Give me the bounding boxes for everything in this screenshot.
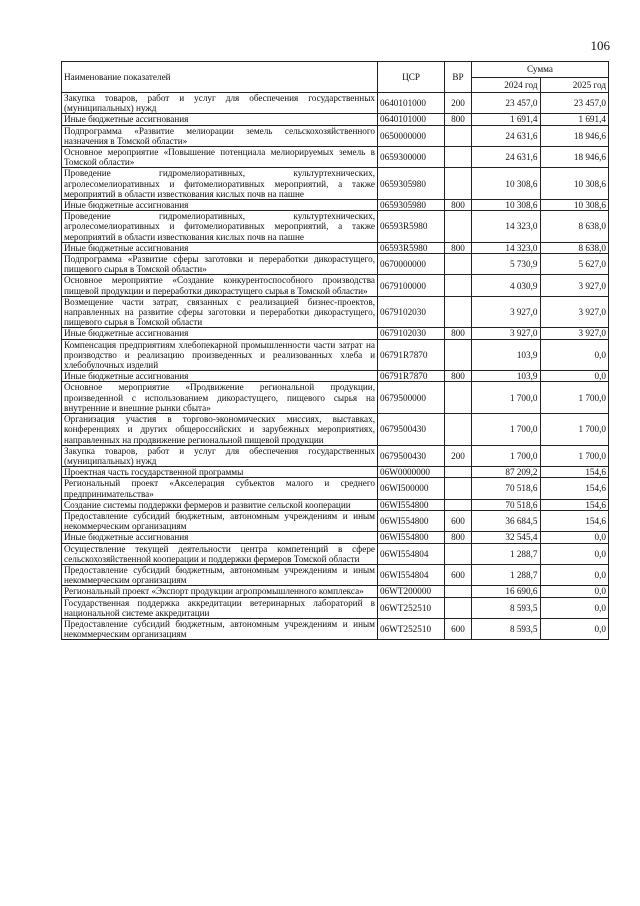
row-amount-2024-cell: 87 209,2 — [472, 467, 541, 478]
row-code-cell: 0659305980 — [378, 200, 445, 211]
header-code: ЦСР — [378, 62, 445, 93]
row-code-cell: 06WT252510 — [378, 618, 445, 639]
row-amount-2025-cell: 154,6 — [540, 499, 609, 510]
row-vr-cell — [445, 147, 472, 168]
row-vr-cell — [445, 339, 472, 371]
header-vr: ВР — [445, 62, 472, 93]
row-code-cell: 06W0000000 — [378, 467, 445, 478]
row-code-cell: 06593R5980 — [378, 211, 445, 243]
table-row — [62, 510, 609, 531]
table-row — [62, 254, 609, 275]
row-code-cell: 06WI554804 — [378, 564, 445, 585]
row-name-cell: Иные бюджетные ассигнования — [62, 114, 378, 125]
row-amount-2024-cell: 1 288,7 — [472, 564, 541, 585]
row-name-cell: Организация участия в торгово-экономических миссиях, выставках, конференциях и других общероссийских и зарубежных мероприятиях, направленных на продвижение региональной пищевой продукции — [62, 414, 378, 446]
row-amount-2024-cell: 14 323,0 — [472, 242, 541, 253]
row-vr-cell — [445, 168, 472, 200]
row-amount-2024-cell: 23 457,0 — [472, 93, 541, 114]
row-code-cell: 0679100000 — [378, 275, 445, 296]
row-name-cell: Проведение гидромелиоративных, культуртехнических, агролесомелиоративных и фитомелиоративных мероприятий, а также мероприятий в области известкования кислых почв на пашне — [62, 168, 378, 200]
row-code-cell: 06791R7870 — [378, 371, 445, 382]
row-vr-cell — [445, 211, 472, 243]
table-row — [62, 200, 609, 211]
row-amount-2025-cell: 0,0 — [540, 564, 609, 585]
row-amount-2024-cell: 1 700,0 — [472, 382, 541, 414]
row-vr-cell — [445, 414, 472, 446]
row-amount-2025-cell: 0,0 — [540, 532, 609, 543]
row-amount-2024-cell: 10 308,6 — [472, 168, 541, 200]
row-amount-2024-cell: 4 030,9 — [472, 275, 541, 296]
row-amount-2025-cell: 0,0 — [540, 371, 609, 382]
row-amount-2024-cell: 1 700,0 — [472, 414, 541, 446]
row-amount-2025-cell: 154,6 — [540, 510, 609, 531]
row-code-cell: 06WI500000 — [378, 478, 445, 499]
row-amount-2025-cell: 0,0 — [540, 618, 609, 639]
row-name-cell: Компенсация предприятиям хлебопекарной промышленности части затрат на производство и реализацию произведенных и реализованных хлеба и хлебобулочных изделий — [62, 339, 378, 371]
table-row — [62, 328, 609, 339]
row-amount-2024-cell: 1 288,7 — [472, 543, 541, 564]
row-vr-cell: 600 — [445, 510, 472, 531]
row-amount-2024-cell: 8 593,5 — [472, 597, 541, 618]
row-name-cell: Возмещение части затрат, связанных с реализацией бизнес-проектов, направленных на развитие сферы заготовки и переработки дикорастущего, пищевого сырья в Томской области — [62, 296, 378, 328]
row-vr-cell — [445, 254, 472, 275]
row-name-cell: Основное мероприятие «Повышение потенциала мелиорируемых земель в Томской области» — [62, 147, 378, 168]
row-vr-cell — [445, 597, 472, 618]
table-row — [62, 147, 609, 168]
row-amount-2025-cell: 3 927,0 — [540, 275, 609, 296]
row-vr-cell — [445, 586, 472, 597]
row-code-cell: 06WI554800 — [378, 499, 445, 510]
row-amount-2025-cell: 0,0 — [540, 597, 609, 618]
row-name-cell: Подпрограмма «Развитие мелиорации земель сельскохозяйственного назначения в Томской области» — [62, 125, 378, 146]
row-amount-2025-cell: 3 927,0 — [540, 328, 609, 339]
table-row — [62, 168, 609, 200]
row-name-cell: Иные бюджетные ассигнования — [62, 328, 378, 339]
row-vr-cell — [445, 382, 472, 414]
row-name-cell: Иные бюджетные ассигнования — [62, 200, 378, 211]
row-name-cell: Иные бюджетные ассигнования — [62, 242, 378, 253]
row-amount-2024-cell: 70 518,6 — [472, 478, 541, 499]
row-code-cell: 0679102030 — [378, 296, 445, 328]
table-row — [62, 478, 609, 499]
row-code-cell: 0659300000 — [378, 147, 445, 168]
row-amount-2024-cell: 3 927,0 — [472, 328, 541, 339]
row-amount-2025-cell: 0,0 — [540, 543, 609, 564]
row-amount-2024-cell: 24 631,6 — [472, 125, 541, 146]
row-name-cell: Региональный проект «Экспорт продукции агропромышленного комплекса» — [62, 586, 378, 597]
row-amount-2025-cell: 8 638,0 — [540, 211, 609, 243]
header-year-2025: 2025 год — [540, 77, 609, 93]
row-name-cell: Создание системы поддержки фермеров и развитие сельской кооперации — [62, 499, 378, 510]
table-row — [62, 371, 609, 382]
table-row — [62, 275, 609, 296]
row-amount-2024-cell: 3 927,0 — [472, 296, 541, 328]
row-code-cell: 06WT252510 — [378, 597, 445, 618]
row-vr-cell: 800 — [445, 328, 472, 339]
row-amount-2025-cell: 10 308,6 — [540, 200, 609, 211]
row-vr-cell — [445, 275, 472, 296]
row-code-cell: 06WI554800 — [378, 532, 445, 543]
table-row — [62, 618, 609, 639]
row-amount-2025-cell: 0,0 — [540, 339, 609, 371]
row-amount-2024-cell: 1 691,4 — [472, 114, 541, 125]
table-row — [62, 499, 609, 510]
table-row — [62, 114, 609, 125]
table-row — [62, 414, 609, 446]
row-amount-2025-cell: 18 946,6 — [540, 147, 609, 168]
row-vr-cell — [445, 543, 472, 564]
row-amount-2024-cell: 32 545,4 — [472, 532, 541, 543]
row-code-cell: 0640101000 — [378, 93, 445, 114]
row-amount-2025-cell: 1 700,0 — [540, 382, 609, 414]
row-amount-2025-cell: 8 638,0 — [540, 242, 609, 253]
row-amount-2025-cell: 23 457,0 — [540, 93, 609, 114]
table-row — [62, 467, 609, 478]
table-row — [62, 125, 609, 146]
row-amount-2024-cell: 14 323,0 — [472, 211, 541, 243]
row-code-cell: 06WI554804 — [378, 543, 445, 564]
row-amount-2024-cell: 70 518,6 — [472, 499, 541, 510]
table-row — [62, 242, 609, 253]
row-name-cell: Основное мероприятие «Создание конкурентоспособного производства пищевой продукции и переработки дикорастущего сырья в Томской области» — [62, 275, 378, 296]
row-name-cell: Основное мероприятие «Продвижение региональной продукции, произведенной с использованием дикорастущего, пищевого сырья на внутренние и внешние рынки сбыта» — [62, 382, 378, 414]
row-amount-2025-cell: 10 308,6 — [540, 168, 609, 200]
row-name-cell: Предоставление субсидий бюджетным, автономным учреждениям и иным некоммерческим организациям — [62, 510, 378, 531]
row-name-cell: Иные бюджетные ассигнования — [62, 371, 378, 382]
row-vr-cell — [445, 296, 472, 328]
row-vr-cell: 600 — [445, 564, 472, 585]
row-code-cell: 0679500000 — [378, 382, 445, 414]
row-code-cell: 0650000000 — [378, 125, 445, 146]
row-amount-2024-cell: 103,9 — [472, 339, 541, 371]
row-amount-2024-cell: 103,9 — [472, 371, 541, 382]
table-row — [62, 296, 609, 328]
header-year-2024: 2024 год — [472, 77, 541, 93]
row-code-cell: 06WI554800 — [378, 510, 445, 531]
row-name-cell: Проведение гидромелиоративных, культуртехнических, агролесомелиоративных и фитомелиоративных мероприятий, а также мероприятий в области известкования кислых почв на пашне — [62, 211, 378, 243]
row-name-cell: Предоставление субсидий бюджетным, автономным учреждениям и иным некоммерческим организациям — [62, 618, 378, 639]
row-name-cell: Иные бюджетные ассигнования — [62, 532, 378, 543]
row-amount-2024-cell: 24 631,6 — [472, 147, 541, 168]
table-row — [62, 564, 609, 585]
row-amount-2024-cell: 10 308,6 — [472, 200, 541, 211]
page-number: 106 — [590, 38, 610, 53]
row-amount-2025-cell: 154,6 — [540, 467, 609, 478]
row-name-cell: Предоставление субсидий бюджетным, автономным учреждениям и иным некоммерческим организациям — [62, 564, 378, 585]
row-vr-cell: 800 — [445, 242, 472, 253]
row-amount-2025-cell: 154,6 — [540, 478, 609, 499]
row-vr-cell — [445, 499, 472, 510]
row-amount-2024-cell: 5 730,9 — [472, 254, 541, 275]
row-vr-cell — [445, 467, 472, 478]
row-code-cell: 0679500430 — [378, 414, 445, 446]
row-code-cell: 0670000000 — [378, 254, 445, 275]
table-row — [62, 597, 609, 618]
row-code-cell: 0679500430 — [378, 445, 445, 466]
row-amount-2025-cell: 3 927,0 — [540, 296, 609, 328]
row-code-cell: 0659305980 — [378, 168, 445, 200]
row-code-cell: 06593R5980 — [378, 242, 445, 253]
row-vr-cell: 800 — [445, 532, 472, 543]
row-code-cell: 0640101000 — [378, 114, 445, 125]
row-name-cell: Государственная поддержка аккредитации ветеринарных лабораторий в национальной системе аккредитации — [62, 597, 378, 618]
row-vr-cell — [445, 125, 472, 146]
row-amount-2025-cell: 1 700,0 — [540, 414, 609, 446]
table-row — [62, 339, 609, 371]
table-row — [62, 93, 609, 114]
row-amount-2025-cell: 1 700,0 — [540, 445, 609, 466]
header-sum: Сумма — [472, 62, 609, 78]
row-vr-cell: 800 — [445, 371, 472, 382]
row-vr-cell: 200 — [445, 445, 472, 466]
row-vr-cell — [445, 478, 472, 499]
row-amount-2025-cell: 0,0 — [540, 586, 609, 597]
row-amount-2025-cell: 5 627,0 — [540, 254, 609, 275]
row-name-cell: Закупка товаров, работ и услуг для обеспечения государственных (муниципальных) нужд — [62, 445, 378, 466]
row-amount-2025-cell: 18 946,6 — [540, 125, 609, 146]
table-row — [62, 445, 609, 466]
table-row — [62, 382, 609, 414]
row-name-cell: Проектная часть государственной программы — [62, 467, 378, 478]
table-row — [62, 586, 609, 597]
row-name-cell: Закупка товаров, работ и услуг для обеспечения государственных (муниципальных) нужд — [62, 93, 378, 114]
row-amount-2024-cell: 8 593,5 — [472, 618, 541, 639]
row-code-cell: 0679102030 — [378, 328, 445, 339]
table-row — [62, 532, 609, 543]
row-amount-2024-cell: 16 690,6 — [472, 586, 541, 597]
row-vr-cell: 800 — [445, 114, 472, 125]
row-amount-2024-cell: 36 684,5 — [472, 510, 541, 531]
row-name-cell: Осуществление текущей деятельности центра компетенций в сфере сельскохозяйственной кооперации и поддержки фермеров Томской области — [62, 543, 378, 564]
row-name-cell: Региональный проект «Акселерация субъектов малого и среднего предпринимательства» — [62, 478, 378, 499]
row-amount-2025-cell: 1 691,4 — [540, 114, 609, 125]
row-code-cell: 06791R7870 — [378, 339, 445, 371]
row-vr-cell: 800 — [445, 200, 472, 211]
row-code-cell: 06WT200000 — [378, 586, 445, 597]
row-amount-2024-cell: 1 700,0 — [472, 445, 541, 466]
row-vr-cell: 200 — [445, 93, 472, 114]
table-row — [62, 211, 609, 243]
budget-table — [61, 61, 609, 640]
header-name: Наименование показателей — [62, 62, 378, 93]
table-header-row — [62, 62, 609, 78]
row-vr-cell: 600 — [445, 618, 472, 639]
row-name-cell: Подпрограмма «Развитие сферы заготовки и переработки дикорастущего, пищевого сырья в Томской области» — [62, 254, 378, 275]
table-row — [62, 543, 609, 564]
